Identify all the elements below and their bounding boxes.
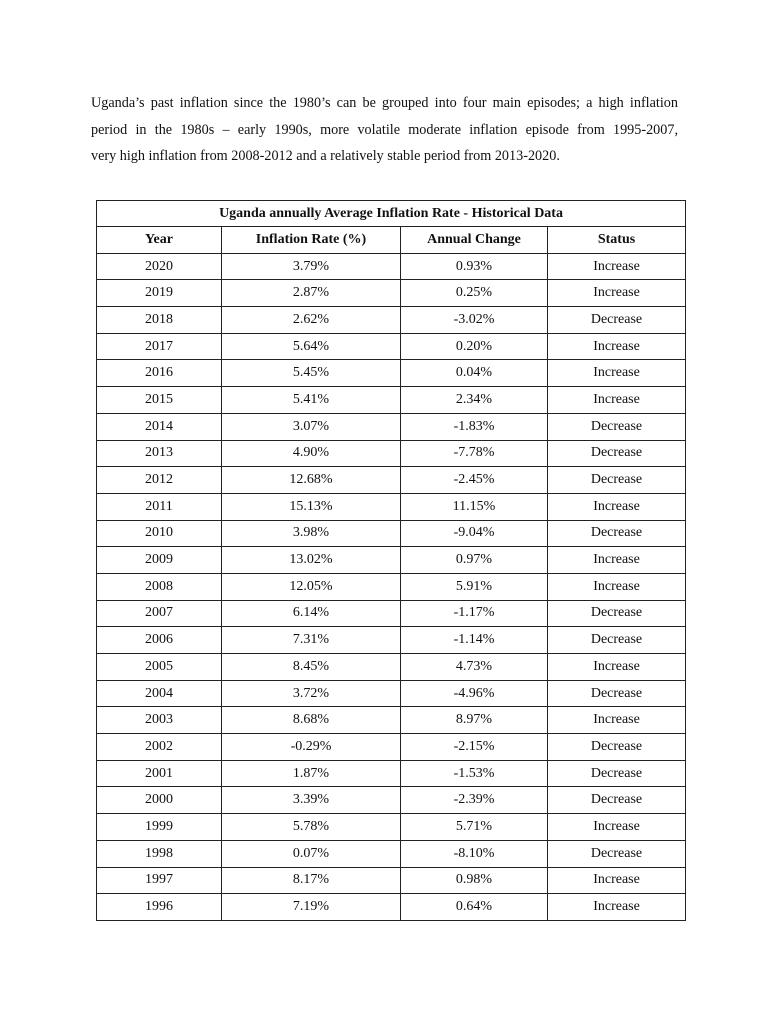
inflation-rate-cell: 3.07%	[222, 413, 401, 440]
table-row	[97, 307, 686, 334]
year-cell: 2016	[97, 360, 222, 387]
status-cell: Decrease	[548, 600, 686, 627]
inflation-rate-cell: 4.90%	[222, 440, 401, 467]
status-cell: Decrease	[548, 680, 686, 707]
table-row	[97, 680, 686, 707]
status-cell: Decrease	[548, 467, 686, 494]
status-cell: Decrease	[548, 413, 686, 440]
inflation-rate-cell: 12.68%	[222, 467, 401, 494]
status-cell: Increase	[548, 280, 686, 307]
status-cell: Increase	[548, 654, 686, 681]
status-cell: Increase	[548, 707, 686, 734]
annual-change-cell: -7.78%	[401, 440, 548, 467]
status-cell: Decrease	[548, 307, 686, 334]
inflation-rate-cell: 3.39%	[222, 787, 401, 814]
table-row	[97, 707, 686, 734]
annual-change-cell: -9.04%	[401, 520, 548, 547]
column-header-inflation-rate: Inflation Rate (%)	[222, 227, 401, 254]
year-cell: 2010	[97, 520, 222, 547]
inflation-rate-cell: 5.64%	[222, 333, 401, 360]
status-cell: Increase	[548, 387, 686, 414]
column-header-status: Status	[548, 227, 686, 254]
column-header-year: Year	[97, 227, 222, 254]
year-cell: 2015	[97, 387, 222, 414]
table-row	[97, 787, 686, 814]
year-cell: 2001	[97, 760, 222, 787]
annual-change-cell: 8.97%	[401, 707, 548, 734]
table-row	[97, 627, 686, 654]
inflation-rate-cell: 13.02%	[222, 547, 401, 574]
intro-line: very high inflation from 2008-2012 and a relatively stable period from 2013-2020.	[91, 148, 560, 165]
inflation-rate-cell: 2.62%	[222, 307, 401, 334]
table-row	[97, 387, 686, 414]
table-row	[97, 867, 686, 894]
table-row	[97, 840, 686, 867]
table-row	[97, 280, 686, 307]
table-row	[97, 253, 686, 280]
status-cell: Decrease	[548, 760, 686, 787]
inflation-rate-cell: 8.17%	[222, 867, 401, 894]
year-cell: 2020	[97, 253, 222, 280]
annual-change-cell: 2.34%	[401, 387, 548, 414]
table-title-row	[97, 201, 686, 227]
status-cell: Increase	[548, 894, 686, 921]
table-row	[97, 493, 686, 520]
intro-paragraph	[91, 90, 678, 170]
annual-change-cell: 11.15%	[401, 493, 548, 520]
inflation-rate-cell: 3.79%	[222, 253, 401, 280]
annual-change-cell: 0.64%	[401, 894, 548, 921]
year-cell: 2002	[97, 734, 222, 761]
table-header-row	[97, 227, 686, 254]
year-cell: 2011	[97, 493, 222, 520]
annual-change-cell: 0.93%	[401, 253, 548, 280]
table-row	[97, 440, 686, 467]
inflation-rate-cell: 0.07%	[222, 840, 401, 867]
year-cell: 1998	[97, 840, 222, 867]
status-cell: Increase	[548, 253, 686, 280]
year-cell: 2013	[97, 440, 222, 467]
annual-change-cell: -8.10%	[401, 840, 548, 867]
table-row	[97, 547, 686, 574]
annual-change-cell: 0.25%	[401, 280, 548, 307]
table-row	[97, 573, 686, 600]
annual-change-cell: 5.91%	[401, 573, 548, 600]
intro-line: Uganda’s past inflation since the 1980’s can be grouped into four main episodes; a high inflation	[91, 95, 678, 111]
table-row	[97, 413, 686, 440]
inflation-rate-cell: 7.31%	[222, 627, 401, 654]
annual-change-cell: -2.15%	[401, 734, 548, 761]
inflation-rate-cell: 15.13%	[222, 493, 401, 520]
table-row	[97, 654, 686, 681]
status-cell: Increase	[548, 360, 686, 387]
status-cell: Decrease	[548, 734, 686, 761]
status-cell: Increase	[548, 333, 686, 360]
year-cell: 2012	[97, 467, 222, 494]
year-cell: 2007	[97, 600, 222, 627]
inflation-rate-cell: 2.87%	[222, 280, 401, 307]
inflation-rate-cell: -0.29%	[222, 734, 401, 761]
table-row	[97, 467, 686, 494]
table-row	[97, 814, 686, 841]
inflation-rate-cell: 5.45%	[222, 360, 401, 387]
year-cell: 2009	[97, 547, 222, 574]
inflation-rate-cell: 6.14%	[222, 600, 401, 627]
annual-change-cell: -4.96%	[401, 680, 548, 707]
annual-change-cell: -1.14%	[401, 627, 548, 654]
year-cell: 2006	[97, 627, 222, 654]
annual-change-cell: 0.97%	[401, 547, 548, 574]
annual-change-cell: 0.04%	[401, 360, 548, 387]
annual-change-cell: 5.71%	[401, 814, 548, 841]
inflation-rate-cell: 5.41%	[222, 387, 401, 414]
table-row	[97, 360, 686, 387]
status-cell: Increase	[548, 493, 686, 520]
year-cell: 2017	[97, 333, 222, 360]
annual-change-cell: 4.73%	[401, 654, 548, 681]
year-cell: 2004	[97, 680, 222, 707]
inflation-rate-cell: 3.72%	[222, 680, 401, 707]
year-cell: 1997	[97, 867, 222, 894]
inflation-rate-cell: 8.45%	[222, 654, 401, 681]
status-cell: Decrease	[548, 787, 686, 814]
year-cell: 1996	[97, 894, 222, 921]
inflation-rate-cell: 5.78%	[222, 814, 401, 841]
status-cell: Decrease	[548, 520, 686, 547]
annual-change-cell: -1.83%	[401, 413, 548, 440]
inflation-table	[96, 200, 686, 921]
intro-line: period in the 1980s – early 1990s, more volatile moderate inflation episode from 1995-2007,	[91, 121, 678, 138]
annual-change-cell: -2.45%	[401, 467, 548, 494]
status-cell: Decrease	[548, 627, 686, 654]
table-row	[97, 520, 686, 547]
inflation-rate-cell: 1.87%	[222, 760, 401, 787]
table-row	[97, 734, 686, 761]
annual-change-cell: -2.39%	[401, 787, 548, 814]
status-cell: Increase	[548, 547, 686, 574]
table-row	[97, 600, 686, 627]
inflation-rate-cell: 3.98%	[222, 520, 401, 547]
year-cell: 1999	[97, 814, 222, 841]
status-cell: Decrease	[548, 440, 686, 467]
year-cell: 2014	[97, 413, 222, 440]
status-cell: Increase	[548, 573, 686, 600]
year-cell: 2000	[97, 787, 222, 814]
status-cell: Increase	[548, 867, 686, 894]
year-cell: 2018	[97, 307, 222, 334]
table-title: Uganda annually Average Inflation Rate - Historical Data	[97, 201, 686, 227]
year-cell: 2003	[97, 707, 222, 734]
annual-change-cell: 0.20%	[401, 333, 548, 360]
status-cell: Increase	[548, 814, 686, 841]
annual-change-cell: 0.98%	[401, 867, 548, 894]
status-cell: Decrease	[548, 840, 686, 867]
year-cell: 2019	[97, 280, 222, 307]
annual-change-cell: -1.17%	[401, 600, 548, 627]
inflation-rate-cell: 12.05%	[222, 573, 401, 600]
annual-change-cell: -3.02%	[401, 307, 548, 334]
table-body	[97, 253, 686, 920]
year-cell: 2005	[97, 654, 222, 681]
annual-change-cell: -1.53%	[401, 760, 548, 787]
table-row	[97, 894, 686, 921]
column-header-annual-change: Annual Change	[401, 227, 548, 254]
year-cell: 2008	[97, 573, 222, 600]
inflation-rate-cell: 8.68%	[222, 707, 401, 734]
table-row	[97, 760, 686, 787]
inflation-rate-cell: 7.19%	[222, 894, 401, 921]
table-row	[97, 333, 686, 360]
